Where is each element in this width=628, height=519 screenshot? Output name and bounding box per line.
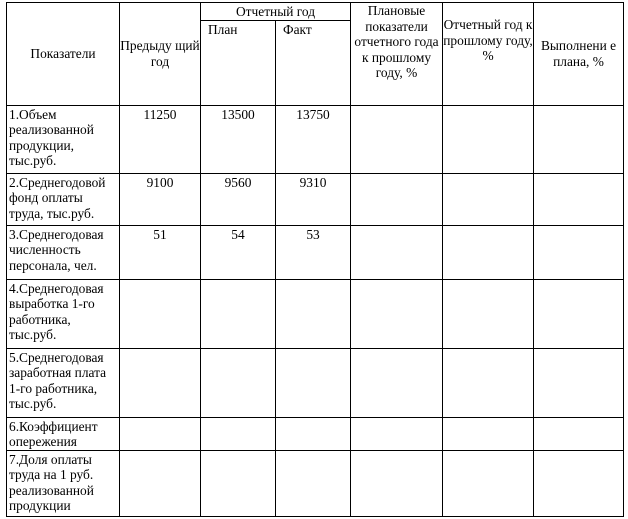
row-label: 2.Среднегодовой фонд оплаты труда, тыс.руб. xyxy=(7,173,120,225)
row-label: 1.Объем реализованной продукции, тыс.руб. xyxy=(7,105,120,173)
cell-planned-vs-previous xyxy=(351,173,443,225)
indicators-table xyxy=(6,2,624,517)
cell-reporting-vs-previous xyxy=(443,105,534,173)
cell-fact xyxy=(276,348,351,417)
table-row xyxy=(7,225,624,279)
cell-fact: 13750 xyxy=(276,105,351,173)
header-fact: Факт xyxy=(276,20,351,105)
cell-plan-fulfillment xyxy=(534,348,624,417)
row-label: 5.Среднегодовая заработная плата 1-го работника, тыс.руб. xyxy=(7,348,120,417)
table-row xyxy=(7,173,624,225)
cell-reporting-vs-previous xyxy=(443,279,534,348)
cell-planned-vs-previous xyxy=(351,450,443,516)
cell-plan: 13500 xyxy=(201,105,276,173)
cell-plan: 54 xyxy=(201,225,276,279)
cell-previous-year xyxy=(120,279,201,348)
cell-fact xyxy=(276,450,351,516)
header-reporting-vs-previous: Отчетный год к прошлому году, % xyxy=(443,3,534,106)
cell-reporting-vs-previous xyxy=(443,450,534,516)
cell-reporting-vs-previous xyxy=(443,225,534,279)
cell-plan-fulfillment xyxy=(534,105,624,173)
header-plan-fulfillment: Выполнени е плана, % xyxy=(534,3,624,106)
cell-reporting-vs-previous xyxy=(443,173,534,225)
header-previous-year: Предыду щий год xyxy=(120,3,201,106)
header-planned-vs-previous: Плановые показатели отчетного года к прошлому году, % xyxy=(351,3,443,106)
cell-fact: 53 xyxy=(276,225,351,279)
cell-planned-vs-previous xyxy=(351,225,443,279)
table-row xyxy=(7,417,624,450)
row-label: 3.Среднегодовая численность персонала, чел. xyxy=(7,225,120,279)
cell-previous-year xyxy=(120,450,201,516)
cell-plan xyxy=(201,279,276,348)
header-reporting-year: Отчетный год xyxy=(201,3,351,21)
cell-plan-fulfillment xyxy=(534,417,624,450)
cell-previous-year: 51 xyxy=(120,225,201,279)
cell-plan xyxy=(201,348,276,417)
cell-previous-year xyxy=(120,348,201,417)
cell-previous-year xyxy=(120,417,201,450)
row-label: 7.Доля оплаты труда на 1 руб. реализованной продукции xyxy=(7,450,120,516)
cell-plan-fulfillment xyxy=(534,225,624,279)
cell-previous-year: 9100 xyxy=(120,173,201,225)
table-row xyxy=(7,105,624,173)
cell-reporting-vs-previous xyxy=(443,417,534,450)
cell-planned-vs-previous xyxy=(351,417,443,450)
row-label: 4.Среднегодовая выработка 1-го работника, тыс.руб. xyxy=(7,279,120,348)
cell-plan xyxy=(201,417,276,450)
row-label: 6.Коэффициент опережения xyxy=(7,417,120,450)
cell-reporting-vs-previous xyxy=(443,348,534,417)
cell-plan-fulfillment xyxy=(534,173,624,225)
cell-fact xyxy=(276,279,351,348)
header-plan: План xyxy=(201,20,276,105)
cell-plan: 9560 xyxy=(201,173,276,225)
cell-planned-vs-previous xyxy=(351,348,443,417)
cell-planned-vs-previous xyxy=(351,105,443,173)
cell-plan-fulfillment xyxy=(534,450,624,516)
cell-fact: 9310 xyxy=(276,173,351,225)
table-row xyxy=(7,348,624,417)
cell-planned-vs-previous xyxy=(351,279,443,348)
table-row xyxy=(7,279,624,348)
cell-fact xyxy=(276,417,351,450)
cell-previous-year: 11250 xyxy=(120,105,201,173)
header-indicators: Показатели xyxy=(7,3,120,106)
cell-plan-fulfillment xyxy=(534,279,624,348)
cell-plan xyxy=(201,450,276,516)
table-row xyxy=(7,450,624,516)
